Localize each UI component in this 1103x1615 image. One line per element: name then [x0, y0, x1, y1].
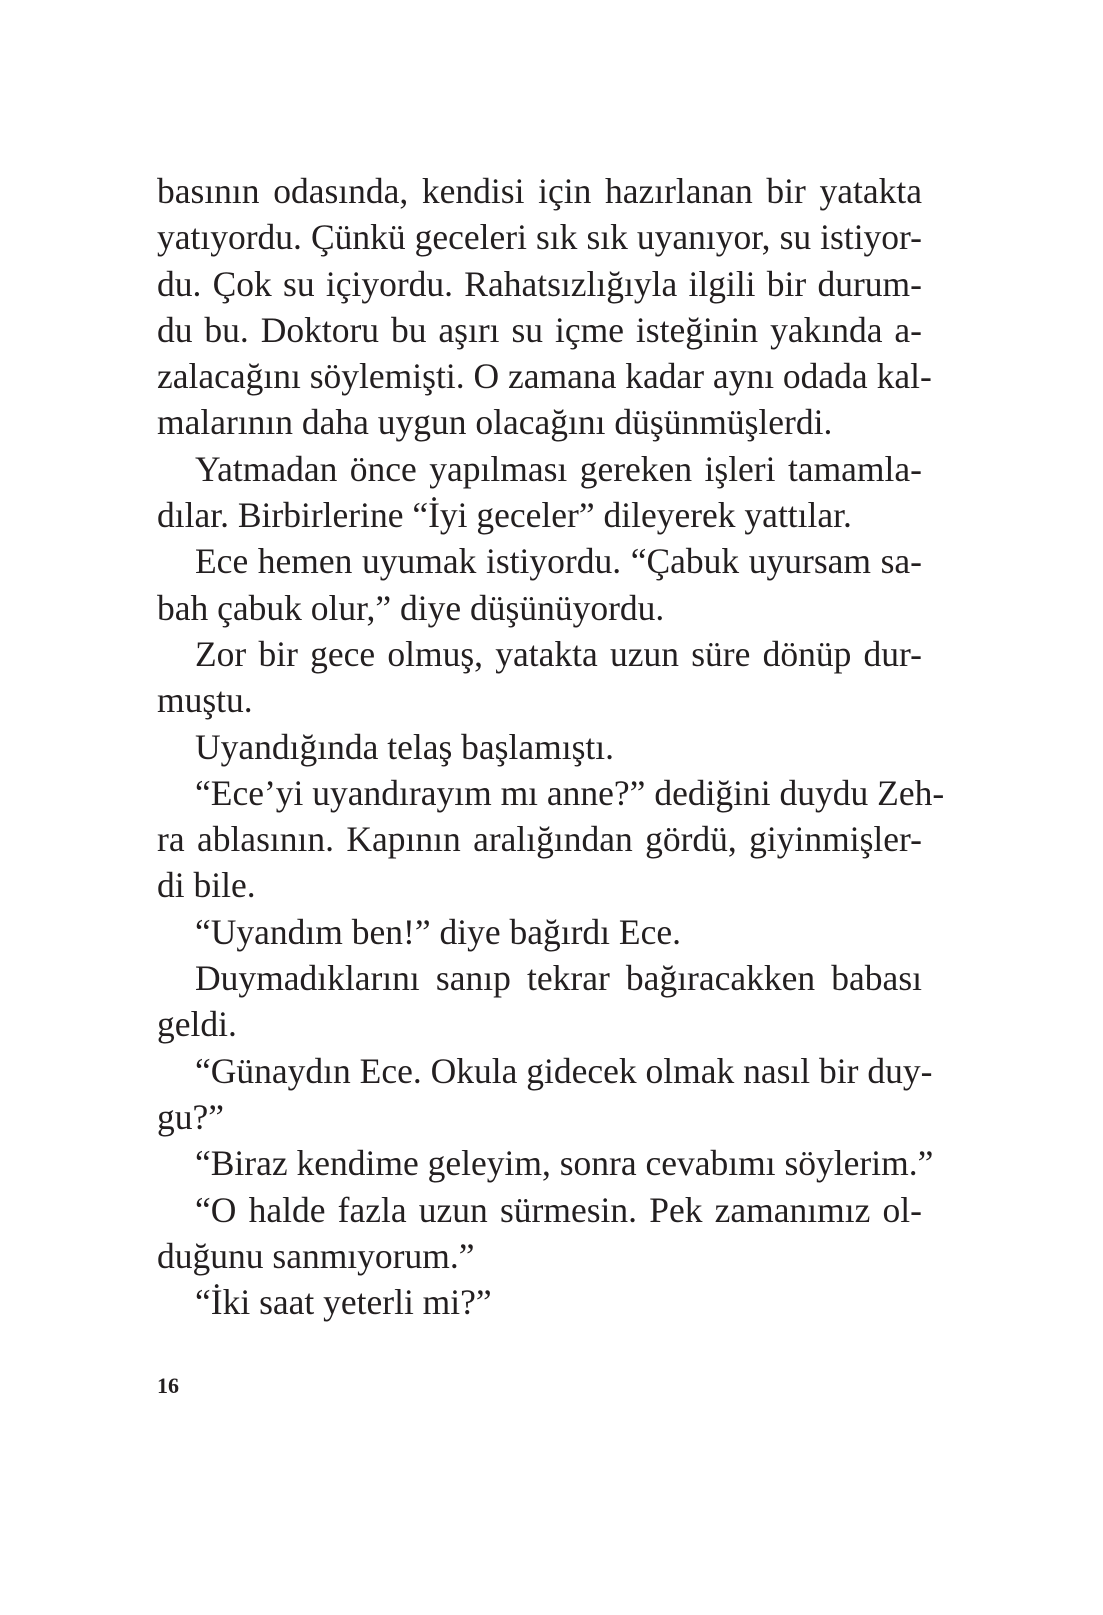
text-line: “Ece’yi uyandırayım mı anne?” dediğini duydu Zeh- [195, 772, 945, 813]
text-line: Zor bir gece olmuş, yatakta uzun süre dönüp dur- [195, 633, 922, 674]
text-line: di bile. [157, 865, 256, 906]
text-line: gu?” [157, 1096, 225, 1137]
text-line: Duymadıklarını sanıp tekrar bağıracakken babası [195, 958, 922, 999]
text-line: “Uyandım ben!” diye bağırdı Ece. [195, 911, 681, 952]
text-line: “İki saat yeterli mi?” [195, 1282, 492, 1323]
text-line: dılar. Birbirlerine “İyi geceler” dileyerek yattılar. [157, 495, 852, 536]
text-line: muştu. [157, 680, 253, 721]
body-text [157, 168, 945, 1325]
text-line: ra ablasının. Kapının aralığından gördü, giyinmişler- [157, 819, 922, 860]
text-line: Uyandığında telaş başlamıştı. [195, 726, 615, 767]
page-number: 16 [157, 1373, 179, 1398]
text-line: yatıyordu. Çünkü geceleri sık sık uyanıyor, su istiyor- [157, 217, 922, 258]
text-line: duğunu sanmıyorum.” [157, 1235, 475, 1276]
text-line: geldi. [157, 1004, 237, 1045]
text-line: du. Çok su içiyordu. Rahatsızlığıyla ilgili bir durum- [157, 263, 922, 304]
text-line: Yatmadan önce yapılması gereken işleri tamamla- [195, 448, 922, 489]
text-line: basının odasında, kendisi için hazırlanan bir yatakta [157, 171, 922, 211]
text-line: “Günaydın Ece. Okula gidecek olmak nasıl bir duy- [195, 1050, 933, 1091]
text-line: zalacağını söylemişti. O zamana kadar aynı odada kal- [157, 356, 932, 397]
text-line: Ece hemen uyumak istiyordu. “Çabuk uyursam sa- [195, 541, 922, 582]
text-line: “Biraz kendime geleyim, sonra cevabımı söylerim.” [195, 1143, 934, 1184]
text-line: du bu. Doktoru bu aşırı su içme isteğinin yakında a- [157, 309, 922, 350]
text-line: bah çabuk olur,” diye düşünüyordu. [157, 587, 665, 628]
text-line: “O halde fazla uzun sürmesin. Pek zamanımız ol- [195, 1189, 922, 1230]
text-line: malarının daha uygun olacağını düşünmüşlerdi. [157, 402, 833, 443]
